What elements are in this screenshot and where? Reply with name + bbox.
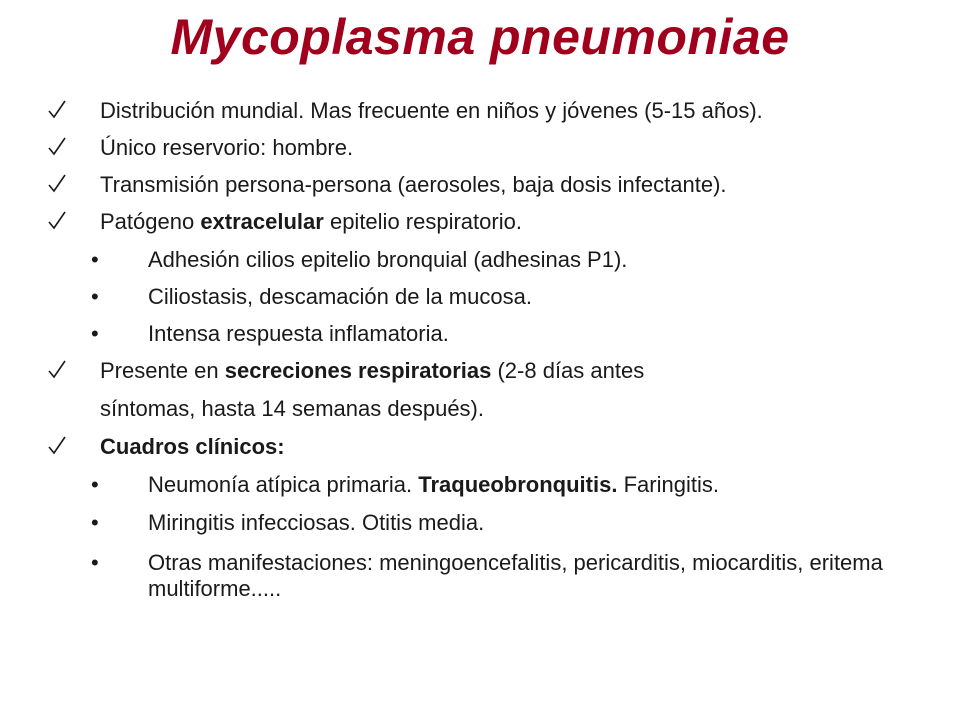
bullet-icon: • bbox=[91, 247, 99, 272]
checkmark-icon bbox=[46, 135, 68, 159]
list-item: Cuadros clínicos: bbox=[0, 434, 960, 460]
list-item: • Adhesión cilios epitelio bronquial (adhesinas P1). bbox=[91, 247, 628, 272]
bullet-icon: • bbox=[91, 321, 99, 346]
list-item: Único reservorio: hombre. bbox=[0, 135, 960, 161]
bullet-icon: • bbox=[91, 550, 99, 575]
checkmark-icon bbox=[46, 172, 68, 196]
list-item: • Ciliostasis, descamación de la mucosa. bbox=[91, 284, 532, 309]
list-item: • Intensa respuesta inflamatoria. bbox=[91, 321, 449, 346]
list-item: Transmisión persona-persona (aerosoles, baja dosis infectante). bbox=[0, 172, 960, 198]
slide-title: Mycoplasma pneumoniae bbox=[170, 9, 790, 65]
slide-content bbox=[0, 98, 960, 602]
list-item-continuation: síntomas, hasta 14 semanas después). bbox=[100, 396, 484, 421]
list-item: • Miringitis infecciosas. Otitis media. bbox=[91, 510, 485, 535]
list-item: • Neumonía atípica primaria. Traqueobronquitis. Faringitis. bbox=[91, 472, 719, 497]
list-item: Presente en secreciones respiratorias (2-8 días antes bbox=[0, 358, 960, 384]
checkmark-icon bbox=[46, 434, 68, 458]
list-item: Distribución mundial. Mas frecuente en niños y jóvenes (5-15 años). bbox=[0, 98, 960, 124]
bullet-icon: • bbox=[91, 510, 99, 535]
list-item: Patógeno extracelular epitelio respiratorio. bbox=[0, 209, 960, 235]
checkmark-icon bbox=[46, 209, 68, 233]
checkmark-icon bbox=[46, 98, 68, 122]
list-item: • Otras manifestaciones: meningoencefalitis, pericarditis, miocarditis, eritema multiforme..... bbox=[91, 550, 883, 601]
bullet-icon: • bbox=[91, 284, 99, 309]
bullet-icon: • bbox=[91, 472, 99, 497]
checkmark-icon bbox=[46, 358, 68, 382]
